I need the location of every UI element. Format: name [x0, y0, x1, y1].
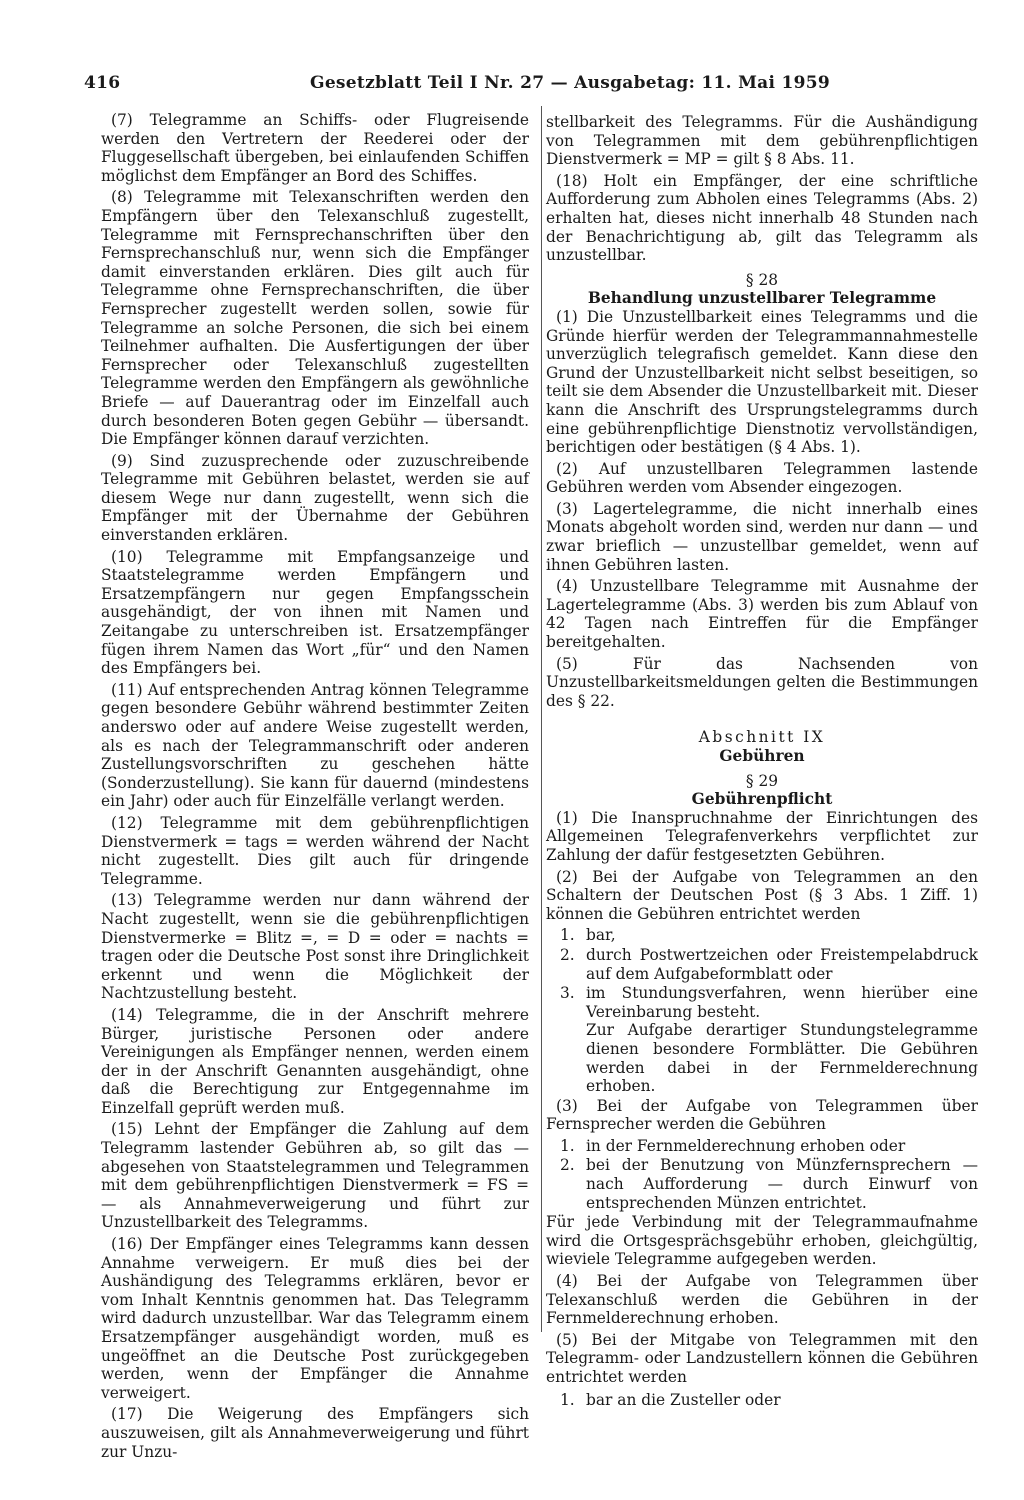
paragraph-10: (10) Telegramme mit Empfangsanzeige und Staatstelegramme werden Empfängern und Ersatzempfängern nur gegen Empfangsschein ausgehändigt, der von ihnen mit Namen und Zeitangabe zu unterschreiben ist. Ersatzempfänger fügen ihrem Namen das Wort „für“ und den Namen des Empfängers bei. [101, 547, 529, 678]
list-text-extra: Zur Aufgabe derartiger Stundungstelegramme dienen besondere Formblätter. Die Gebühren werden dabei in der Fernmelderechnung erhoben. [586, 1021, 978, 1096]
paragraph-11: (11) Auf entsprechenden Antrag können Telegramme gegen besondere Gebühr während bestimmter Zeiten anderswo oder auf andere Weise zugestellt werden, als es nach der Telegrammanschrift oder anderen Zustellungsvorschriften zu geschehen hätte (Sonderzustellung). Sie kann für dauernd (mindestens ein Jahr) oder auch für Einzelfälle verlangt werden. [101, 680, 529, 811]
list-item [546, 1137, 978, 1156]
section-29-paragraph-3-note: Für jede Verbindung mit der Telegrammaufnahme wird die Ortsgesprächsgebühr erhoben, gleichgültig, wieviele Telegramme aufgegeben werden. [546, 1213, 978, 1269]
list-text: durch Postwertzeichen oder Freistempelabdruck auf dem Aufgabeformblatt oder [586, 945, 978, 983]
list-text: bar, [586, 926, 616, 945]
paragraph-15: (15) Lehnt der Empfänger die Zahlung auf dem Telegramm lastender Gebühren ab, so gilt das — abgesehen von Staatstelegrammen und Telegrammen mit dem gebührenpflichtigen Dienstvermerk = FS = — als Annahmeverweigerung und führt zur Unzustellbarkeit des Telegramms. [101, 1120, 529, 1232]
list-number: 1. [560, 926, 575, 945]
list-number: 2. [560, 1156, 575, 1175]
paragraph-16: (16) Der Empfänger eines Telegramms kann dessen Annahme verweigern. Er muß dies bei der Aushändigung des Telegramms erklären, bevor er vom Inhalt Kenntnis genommen hat. Das Telegramm wird dadurch unzustellbar. War das Telegramm einem Ersatzempfänger ausgehändigt worden, muß es ungeöffnet an die Deutsche Post zurückgegeben werden, wenn der Empfänger die Annahme verweigert. [101, 1235, 529, 1402]
section-28-paragraph-3: (3) Lagertelegramme, die nicht innerhalb eines Monats abgeholt worden sind, werden nur dann — und zwar brieflich — unzustellbar gemeldet, wenn auf ihnen Gebühren lasten. [546, 499, 978, 574]
list-text: bar an die Zusteller oder [586, 1390, 781, 1409]
left-column [101, 111, 529, 1464]
section-28-number: § 28 [745, 270, 779, 289]
paragraph-17: (17) Die Weigerung des Empfängers sich auszuweisen, gilt als Annahmeverweigerung und führt zur Unzu- [101, 1405, 529, 1461]
section-28-paragraph-2: (2) Auf unzustellbaren Telegrammen lastende Gebühren werden vom Absender eingezogen. [546, 459, 978, 497]
gazette-header-title: Gesetzblatt Teil I Nr. 27 — Ausgabetag: 11. Mai 1959 [310, 73, 830, 93]
section-29-paragraph-4: (4) Bei der Aufgabe von Telegrammen über Telexanschluß werden die Gebühren in der Fernmelderechnung erhoben. [546, 1272, 978, 1328]
section-28-paragraph-4: (4) Unzustellbare Telegramme mit Ausnahme der Lagertelegramme (Abs. 3) werden bis zum Ablauf von 42 Tagen nach Eintreffen für die Empfänger bereitgehalten. [546, 577, 978, 652]
list-item [546, 1156, 978, 1212]
list-item [546, 946, 978, 983]
paragraph-17-continuation: stellbarkeit des Telegramms. Für die Aushändigung von Telegrammen mit dem gebührenpflichtigen Dienstvermerk = MP = gilt § 8 Abs. 11. [546, 113, 978, 169]
section-29-paragraph-5: (5) Bei der Mitgabe von Telegrammen mit den Telegramm- oder Landzustellern können die Gebühren entrichtet werden [546, 1330, 978, 1386]
list-item [546, 984, 978, 1096]
right-column [546, 113, 978, 1410]
paragraph-9: (9) Sind zuzusprechende oder zuzuschreibende Telegramme mit Gebühren belastet, werden sie auf diesem Wege nur dann zugestellt, wenn sich die Empfänger mit der Übernahme der Gebühren einverstanden erklären. [101, 451, 529, 545]
list-text: bei der Benutzung von Münzfernsprechern — nach Aufforderung — durch Einwurf von entsprechenden Münzen entrichtet. [586, 1156, 978, 1212]
list-text: in der Fernmelderechnung erhoben oder [586, 1136, 906, 1155]
paragraph-13: (13) Telegramme werden nur dann während der Nacht zugestellt, wenn sie die gebührenpflichtigen Dienstvermerke = Blitz =, = D = oder = nachts = tragen oder die Deutsche Post sonst ihre Dringlichkeit erkennt und wenn die Möglichkeit der Nachtzustellung besteht. [101, 891, 529, 1003]
section-29-paragraph-2: (2) Bei der Aufgabe von Telegrammen an den Schaltern der Deutschen Post (§ 3 Abs. 1 Ziff. 1) können die Gebühren entrichtet werden [546, 867, 978, 923]
list-text: im Stundungsverfahren, wenn hierüber eine Vereinbarung besteht. [586, 984, 978, 1021]
paragraph-12: (12) Telegramme mit dem gebührenpflichtigen Dienstvermerk = tags = werden während der Nacht nicht zugestellt. Dies gilt auch für dringende Telegramme. [101, 813, 529, 888]
section-29-paragraph-3: (3) Bei der Aufgabe von Telegrammen über Fernsprecher werden die Gebühren [546, 1096, 978, 1134]
paragraph-18: (18) Holt ein Empfänger, der eine schriftliche Aufforderung zum Abholen eines Telegramms (Abs. 2) erhalten hat, dieses nicht innerhalb 48 Stunden nach der Benachrichtigung ab, gilt das Telegramm als unzustellbar. [546, 171, 978, 265]
list-text-group [586, 984, 978, 1096]
page-number: 416 [84, 73, 121, 93]
paragraph-8: (8) Telegramme mit Telexanschriften werden den Empfängern über den Telexanschluß zugestellt, Telegramme mit Fernsprechanschriften über den Fernsprechanschluß nur, wenn sich die Empfänger damit einverstanden erklären. Dies gilt auch für Telegramme ohne Fernsprechanschriften, die über Fernsprecher zugestellt werden sollen, sowie für Telegramme an solche Personen, die sich bei einem Teilnehmer aufhalten. Die Ausfertigungen der über Fernsprecher oder Telexanschluß zugestellten Telegramme werden den Empfängern als gewöhnliche Briefe — auf Dauerantrag oder im Einzelfall auch durch besonderen Boten gegen Gebühr — übersandt. Die Empfänger können darauf verzichten. [101, 188, 529, 449]
paragraph-14: (14) Telegramme, die in der Anschrift mehrere Bürger, juristische Personen oder andere Vereinigungen als Empfänger nennen, werden einem der in der Anschrift Genannten ausgehändigt, ohne daß die Berechtigung zur Entgegennahme im Einzelfall geprüft werden muß. [101, 1005, 529, 1117]
list-item [546, 1391, 978, 1410]
list-number: 3. [560, 984, 575, 1003]
abschnitt-title: Gebühren [719, 747, 805, 765]
list-item [546, 926, 978, 945]
list-number: 1. [560, 1390, 575, 1409]
section-28-title: Behandlung unzustellbarer Telegramme [587, 289, 937, 308]
paragraph-7: (7) Telegramme an Schiffs- oder Flugreisende werden den Vertretern der Reederei oder der Fluggesellschaft übergeben, bei einlaufenden Schiffen möglichst dem Empfänger an Bord des Schiffes. [101, 111, 529, 185]
section-28-paragraph-5: (5) Für das Nachsenden von Unzustellbarkeitsmeldungen gelten die Bestimmungen des § 22. [546, 654, 978, 710]
section-29-number: § 29 [745, 771, 779, 790]
list-number: 1. [560, 1136, 575, 1155]
section-29-title: Gebührenpflicht [691, 790, 833, 809]
section-29-paragraph-1: (1) Die Inanspruchnahme der Einrichtungen des Allgemeinen Telegrafenverkehrs verpflichtet zur Zahlung der dafür festgesetzten Gebühren. [546, 808, 978, 864]
list-number: 2. [560, 945, 575, 964]
column-divider [541, 106, 542, 1332]
section-28-paragraph-1: (1) Die Unzustellbarkeit eines Telegramms und die Gründe hierfür werden der Telegrammannahmestelle unverzüglich telegrafisch gemeldet. Kann diese den Grund der Unzustellbarkeit nicht selbst beseitigen, so teilt sie dem Absender die Unzustellbarkeit mit. Dieser kann die Anschrift des Ursprungstelegramms durch eine gebührenpflichtige Dienstnotiz vervollständigen, berichtigen oder bestätigen (§ 4 Abs. 1). [546, 307, 978, 457]
abschnitt-heading: Abschnitt IX [698, 728, 826, 747]
